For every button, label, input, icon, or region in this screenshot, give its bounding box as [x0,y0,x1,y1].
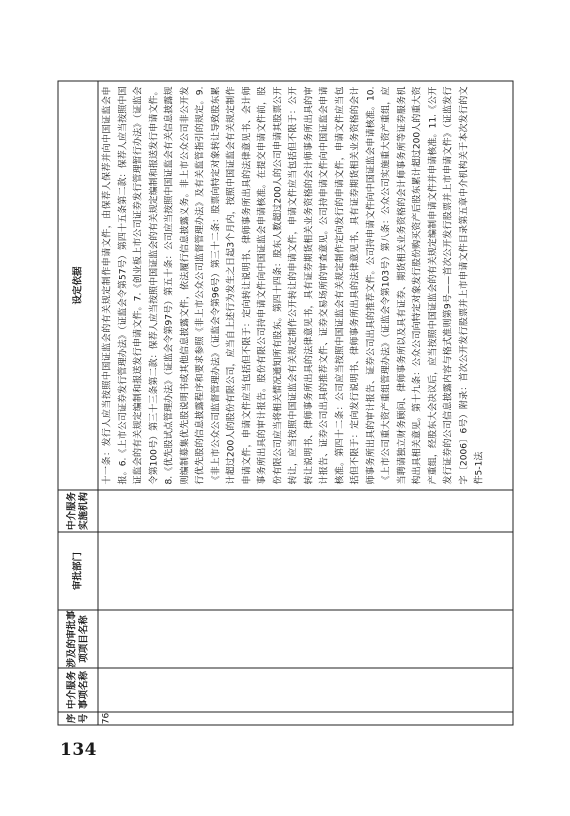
header-service-name: 中介服务事项名称 [58,668,98,712]
cell-index: 76 [98,712,513,725]
cell-approval-item [98,610,513,668]
page-number: 134 [60,740,97,760]
header-basis: 设定依据 [58,81,98,490]
header-index: 序号 [58,712,98,725]
cell-basis-text: 十一条：发行人应当按照中国证监会的有关规定制作申请文件，由保荐人保荐并向中国证监会申报。6.《上市公司证券发行管理办法》（证监会令第57号）第四十五条第二款：保荐人应当按照中国证监会的有关规定编制和报送发行申请文件。7.《创业板上市公司证券发行管理暂行办法》（证监会令第100号）第三十三条第二款：保荐人应当按照中国证监会的有关规定编制和报送发行申请文件。8.《优先股试点管理办法》（证监会令第97号）第五十条：公司应当按照中国证监会有关信息披露规则编制募集优先股说明书或其他信息披露文件，依法履行信息披露义务。非上市公众公司非公开发行优先股的信息披露程序和要求参照《非上市公众公司监督管理办法》及有关监管指引的规定。9.《非上市公众公司监督管理办法》（证监会令第96号）第三十二条：股票向特定对象转让导致股东累计超过200人的股份有限公司，应当自上述行为发生之日起3个月内，按照中国证监会有关规定制作申请文件，申请文件应当包括但不限于：定向转让说明书、律师事务所出具的法律意见书、会计师事务所出具的审计报告。股份有限公司持申请文件向中国证监会申请核准。在提交申请文件前，股份有限公司应当将相关情况通知所有股东。第四十四条：股东人数超过200人的公司申请其股票公开转让，应当按照中国证监会有关规定制作公开转让的申请文件，申请文件应当包括但不限于：公开转让说明书、律师事务所出具的法律意见书，具有证券期货相关业务资格的会计师事务所出具的审计报告、证券公司出具的推荐文件、证券交易场所的审查意见。公司持申请文件向中国证监会申请核准。第四十二条：公司应当按照中国证监会有关规定制作定向发行的申请文件，申请文件应当包括但不限于：定向发行说明书、律师事务所出具的法律意见书、具有证券期货相关业务资格的会计师事务所出具的审计报告、证券公司出具的推荐文件。公司持申请文件向中国证监会申请核准。10.《上市公司重大资产重组管理办法》（证监会令第103号）第八条：公众公司实施重大资产重组，应当聘请独立财务顾问、律师事务所以及具有证券、期货相关业务资格的会计师事务所等证券服务机构出具相关意见。第十九条：公众公司向特定对象发行股份购买资产后股东累计超过200人的重大资产重组，经股东大会决议后，应当按照中国证监会的有关规定编制申请文件并申请核准。11.《公开发行证券的公司信息披露内容与格式准则第9号——首次公开发行股票并上市申请文件》（证监发行字〔2006〕6号）附录：首次公开发行股票并上市申请文件目录第五章中介机构关于本次发行的文件5-1法 [98,81,513,490]
header-approval-item: 涉及的审批事项项目名称 [58,610,98,668]
cell-agency [98,490,513,532]
header-department: 审批部门 [58,532,98,610]
approval-basis-table [58,81,514,726]
rotated-table-container [58,81,514,726]
header-agency: 中介服务实施机构 [58,490,98,532]
cell-service-name [98,668,513,712]
cell-department [98,532,513,610]
table-row [98,81,513,725]
table-header-row [58,81,98,725]
